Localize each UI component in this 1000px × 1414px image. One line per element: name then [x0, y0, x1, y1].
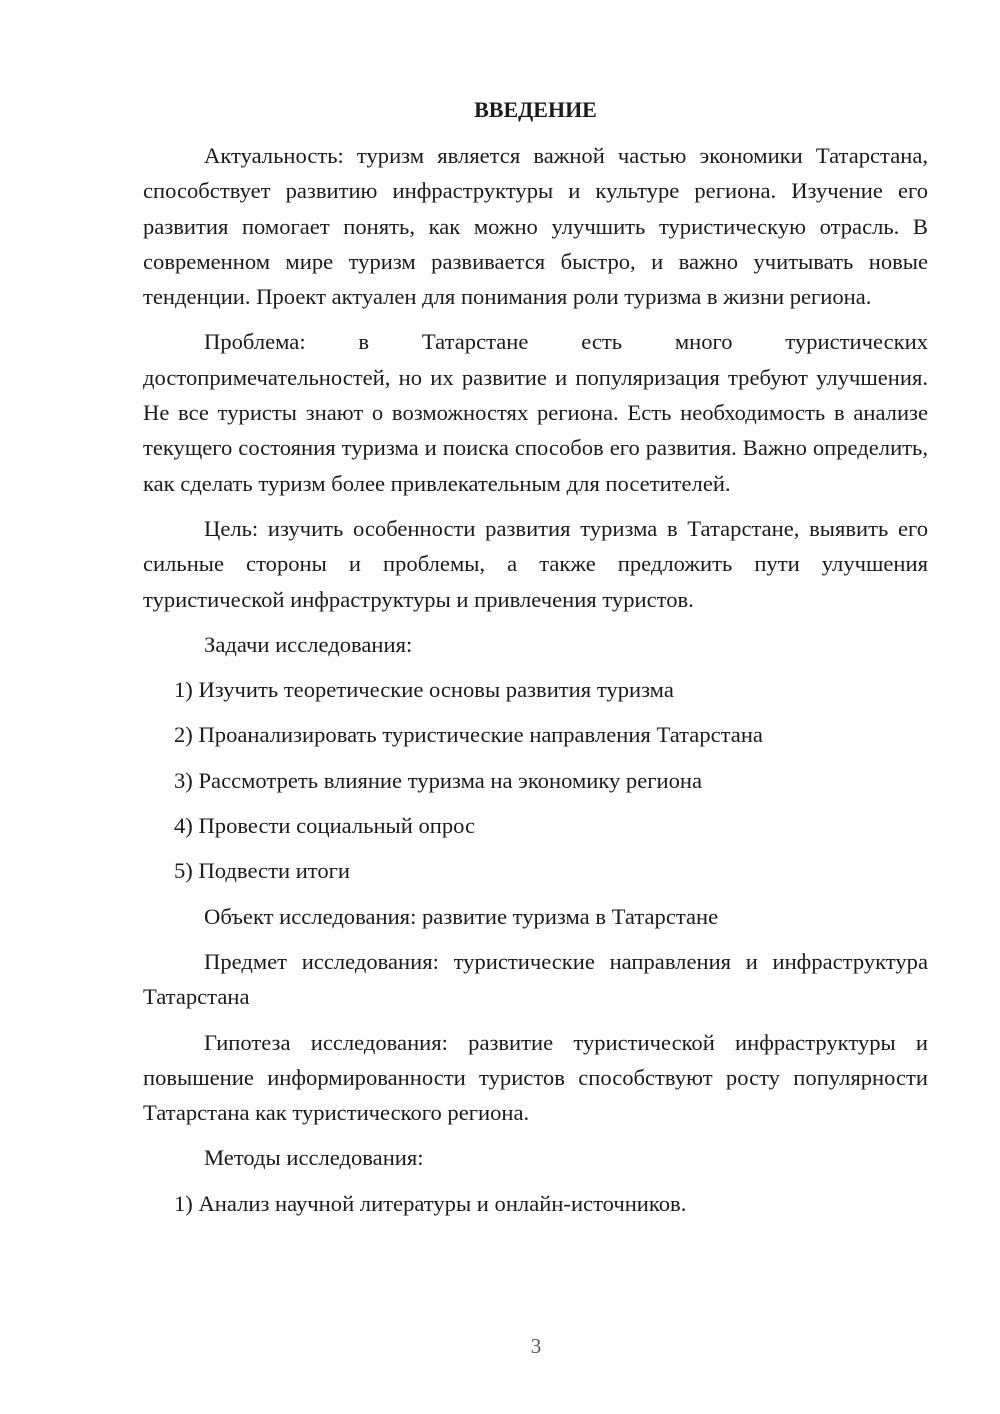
- paragraph-problem: Проблема: в Татарстане есть много туристических достопримечательностей, но их развитие и популяризация требуют улучшения. Не все туристы знают о возможностях региона. Есть необходимость в анализе текущего состояния туризма и поиска способов его развития. Важно определить, как сделать туризм более привлекательным для посетителей.: [143, 329, 928, 496]
- list-item: 1) Изучить теоретические основы развития туризма: [174, 677, 674, 703]
- list-item: 5) Подвести итоги: [174, 858, 351, 884]
- tasks-heading: Задачи исследования:: [204, 631, 413, 657]
- paragraph-relevance: Актуальность: туризм является важной частью экономики Татарстана, способствует развитию инфраструктуры и культуре региона. Изучение его развития помогает понять, как можно улучшить туристическую отрасль. В современном мире туризм развивается быстро, и важно учитывать новые тенденции. Проект актуален для понимания роли туризма в жизни региона.: [143, 143, 928, 310]
- list-item: 1) Анализ научной литературы и онлайн-источников.: [174, 1190, 687, 1216]
- paragraph-goal: Цель: изучить особенности развития туризма в Татарстане, выявить его сильные стороны и проблемы, а также предложить пути улучшения туристической инфраструктуры и привлечения туристов.: [143, 515, 928, 612]
- list-item: 2) Проанализировать туристические направления Татарстана: [174, 722, 763, 748]
- page-number: 3: [530, 1334, 542, 1358]
- tasks-list: [143, 672, 928, 888]
- list-item: 4) Провести социальный опрос: [174, 813, 476, 839]
- page-title: ВВЕДЕНИЕ: [474, 97, 597, 122]
- page-content: [143, 92, 928, 1231]
- paragraph-subject: Предмет исследования: туристические направления и инфраструктура Татарстана: [143, 948, 928, 1010]
- list-item: 3) Рассмотреть влияние туризма на экономику региона: [174, 767, 703, 793]
- paragraph-hypothesis: Гипотеза исследования: развитие туристической инфраструктуры и повышение информированности туристов способствуют росту популярности Татарстана как туристического региона.: [143, 1029, 928, 1126]
- methods-list: [143, 1186, 928, 1221]
- paragraph-object: Объект исследования: развитие туризма в Татарстане: [204, 903, 719, 929]
- methods-heading: Методы исследования:: [204, 1145, 424, 1171]
